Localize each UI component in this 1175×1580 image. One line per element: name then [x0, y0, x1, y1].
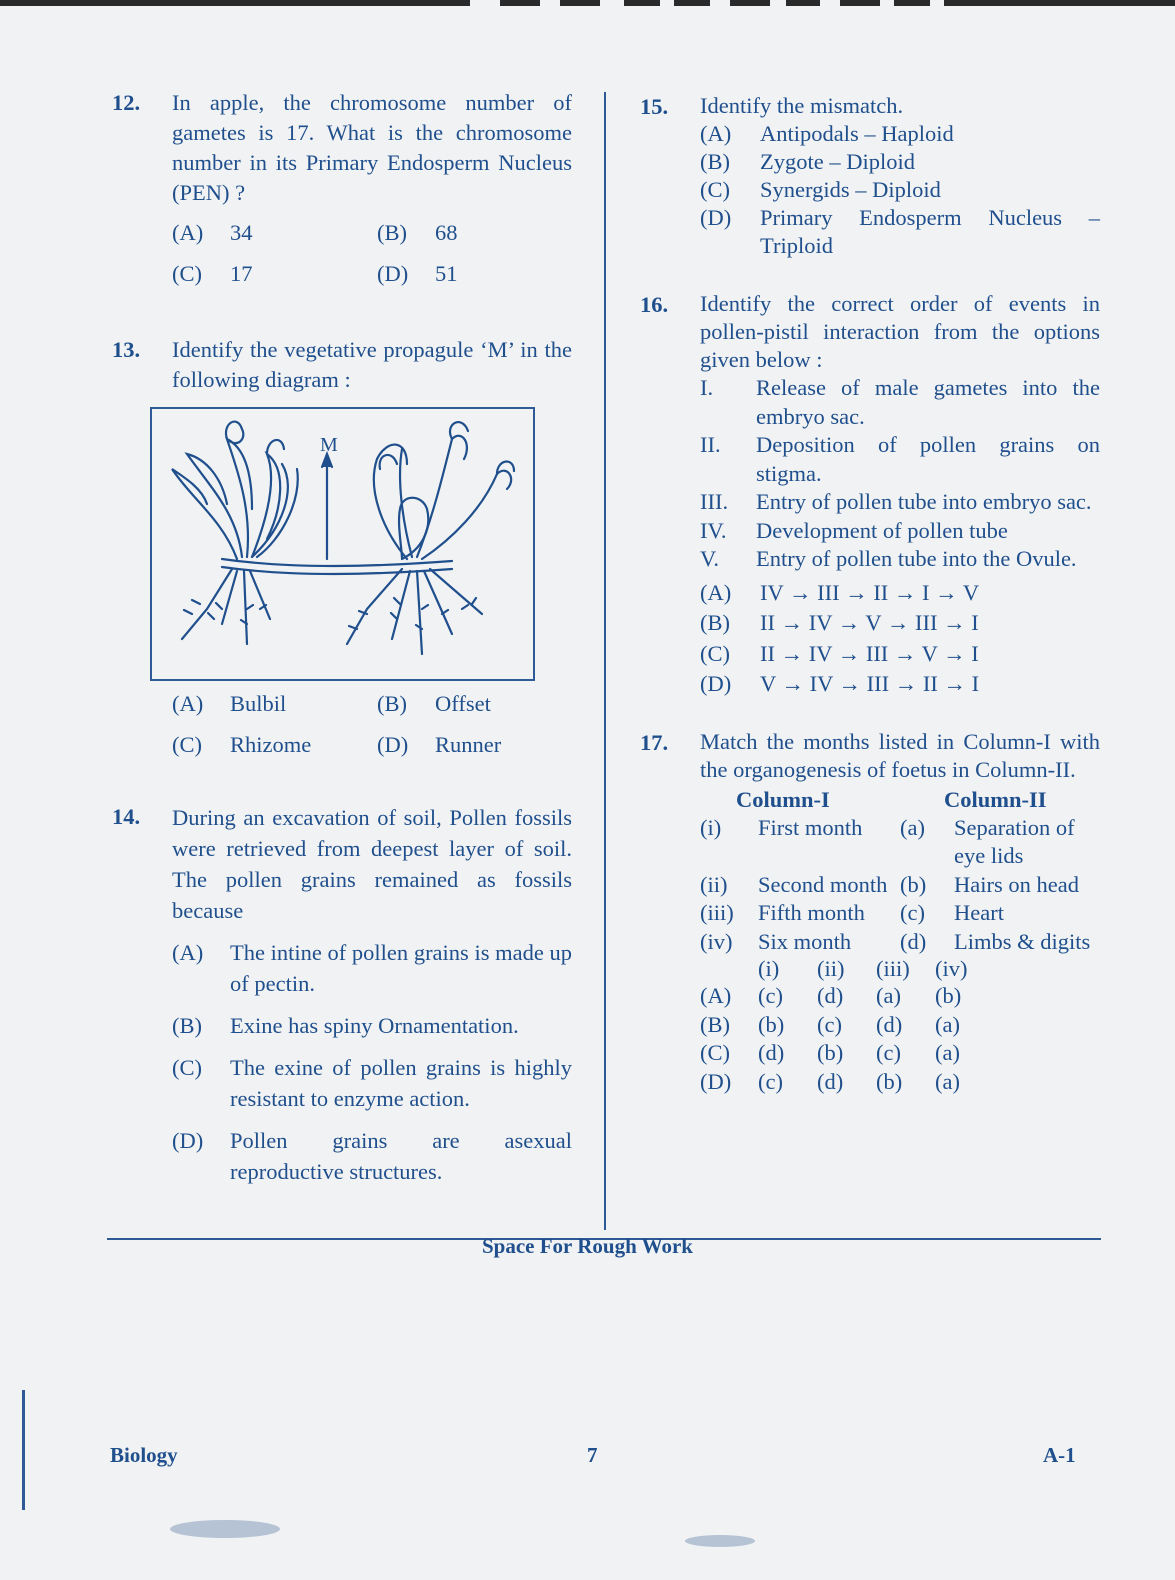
answer-header: (i) (ii) (iii) (iv) [758, 956, 968, 981]
statement-2: II. Deposition of pollen grains on stigma. [700, 432, 1100, 486]
column-1-header: Column-I [736, 786, 830, 812]
question-number: 12. [112, 90, 141, 115]
option-b[interactable]: (B) Exine has spiny Ornamentation. [172, 1013, 519, 1038]
column-divider [604, 92, 606, 1230]
match-row: (i) First month (a) Separation of eye lids [700, 814, 1075, 868]
option-b[interactable]: (B) 68 [377, 220, 458, 245]
question-14 [112, 802, 572, 1187]
option-d[interactable]: (D) V → IV → III → II → I [700, 671, 980, 696]
option-d[interactable]: (D) Primary Endosperm Nucleus – Triploid [700, 205, 1100, 258]
diagram-label-m: M [320, 434, 338, 456]
option-c[interactable]: (C) The exine of pollen grains is highly resistant to enzyme action. [172, 1055, 572, 1111]
match-headers [700, 786, 1100, 814]
right-column [640, 92, 1100, 1096]
ink-smudge [685, 1535, 755, 1547]
statement-1: I. Release of male gametes into the embryo sac. [700, 375, 1100, 429]
option-a[interactable]: (A) Bulbil [172, 691, 287, 716]
question-number: 17. [640, 729, 669, 755]
option-d[interactable]: (D) (c) (d) (b) (a) [700, 1068, 960, 1094]
option-d[interactable]: (D) 51 [377, 261, 458, 286]
option-c[interactable]: (C) (d) (b) (c) (a) [700, 1040, 960, 1065]
option-a[interactable]: (A) IV → III → II → I → V [700, 579, 980, 605]
option-a[interactable]: (A) 34 [172, 220, 253, 245]
option-d[interactable]: (D) Runner [377, 732, 502, 757]
question-text: In apple, the chromosome number of gametes is 17. What is the chromosome number in its Primary Endosperm Nucleus (PEN) ? [172, 90, 572, 205]
statement-4: IV. Development of pollen tube [700, 517, 1008, 543]
column-2-header: Column-II [944, 786, 1047, 812]
question-number: 16. [640, 292, 669, 317]
option-c[interactable]: (C) Synergids – Diploid [700, 177, 941, 202]
options [172, 689, 572, 760]
question-number: 15. [640, 94, 669, 119]
question-number: 14. [112, 804, 141, 829]
offset-plant-illustration [152, 409, 533, 679]
question-12 [112, 88, 572, 289]
ink-smudge [170, 1520, 280, 1538]
match-row: (iv) Six month (d) Limbs & digits [700, 928, 1091, 954]
option-b[interactable]: (B) Zygote – Diploid [700, 149, 915, 174]
option-c[interactable]: (C) II → IV → III → V → I [700, 640, 979, 666]
question-17 [640, 728, 1100, 1097]
match-row: (iii) Fifth month (c) Heart [700, 900, 1004, 925]
subject-label: Biology [110, 1443, 178, 1467]
match-table [700, 786, 1100, 1097]
page-number: 7 [587, 1443, 598, 1467]
statement-5: V. Entry of pollen tube into the Ovule. [700, 546, 1077, 571]
statements [700, 374, 1100, 574]
question-13 [112, 335, 572, 760]
question-text: Identify the correct order of events in pollen-pistil interaction from the options given below : [700, 291, 1100, 372]
question-text: Match the months listed in Column-I with the organogenesis of foetus in Column-II. [700, 728, 1100, 782]
option-a[interactable]: (A) Antipodals – Haploid [700, 121, 954, 146]
options [700, 120, 1100, 260]
left-column [112, 88, 572, 1187]
margin-mark [22, 1390, 25, 1510]
question-15 [640, 92, 1100, 260]
options [172, 218, 572, 289]
plant-diagram [150, 407, 535, 681]
option-c[interactable]: (C) 17 [172, 261, 253, 286]
statement-3: III. Entry of pollen tube into embryo sac. [700, 489, 1092, 514]
option-c[interactable]: (C) Rhizome [172, 732, 312, 757]
top-border [0, 0, 1175, 6]
option-d[interactable]: (D) Pollen grains are asexual reproductive structures. [172, 1128, 572, 1184]
question-text: During an excavation of soil, Pollen fossils were retrieved from deepest layer of soil. The pollen grains remained as fossils because [172, 805, 572, 923]
question-text: Identify the mismatch. [700, 93, 904, 118]
question-number: 13. [112, 337, 141, 362]
options [172, 937, 572, 1187]
option-b[interactable]: (B) II → IV → V → III → I [700, 610, 979, 635]
option-b[interactable]: (B) (b) (c) (d) (a) [700, 1011, 960, 1037]
option-a[interactable]: (A) The intine of pollen grains is made up of pectin. [172, 940, 572, 996]
paper-code: A-1 [1043, 1443, 1076, 1467]
option-a[interactable]: (A) (c) (d) (a) (b) [700, 983, 962, 1008]
match-row: (ii) Second month (b) Hairs on head [700, 871, 1079, 897]
question-text: Identify the vegetative propagule ‘M’ in the following diagram : [172, 337, 572, 392]
options [700, 578, 1100, 700]
option-b[interactable]: (B) Offset [377, 691, 491, 716]
question-16 [640, 290, 1100, 700]
rough-work-label: Space For Rough Work [481, 1234, 693, 1258]
